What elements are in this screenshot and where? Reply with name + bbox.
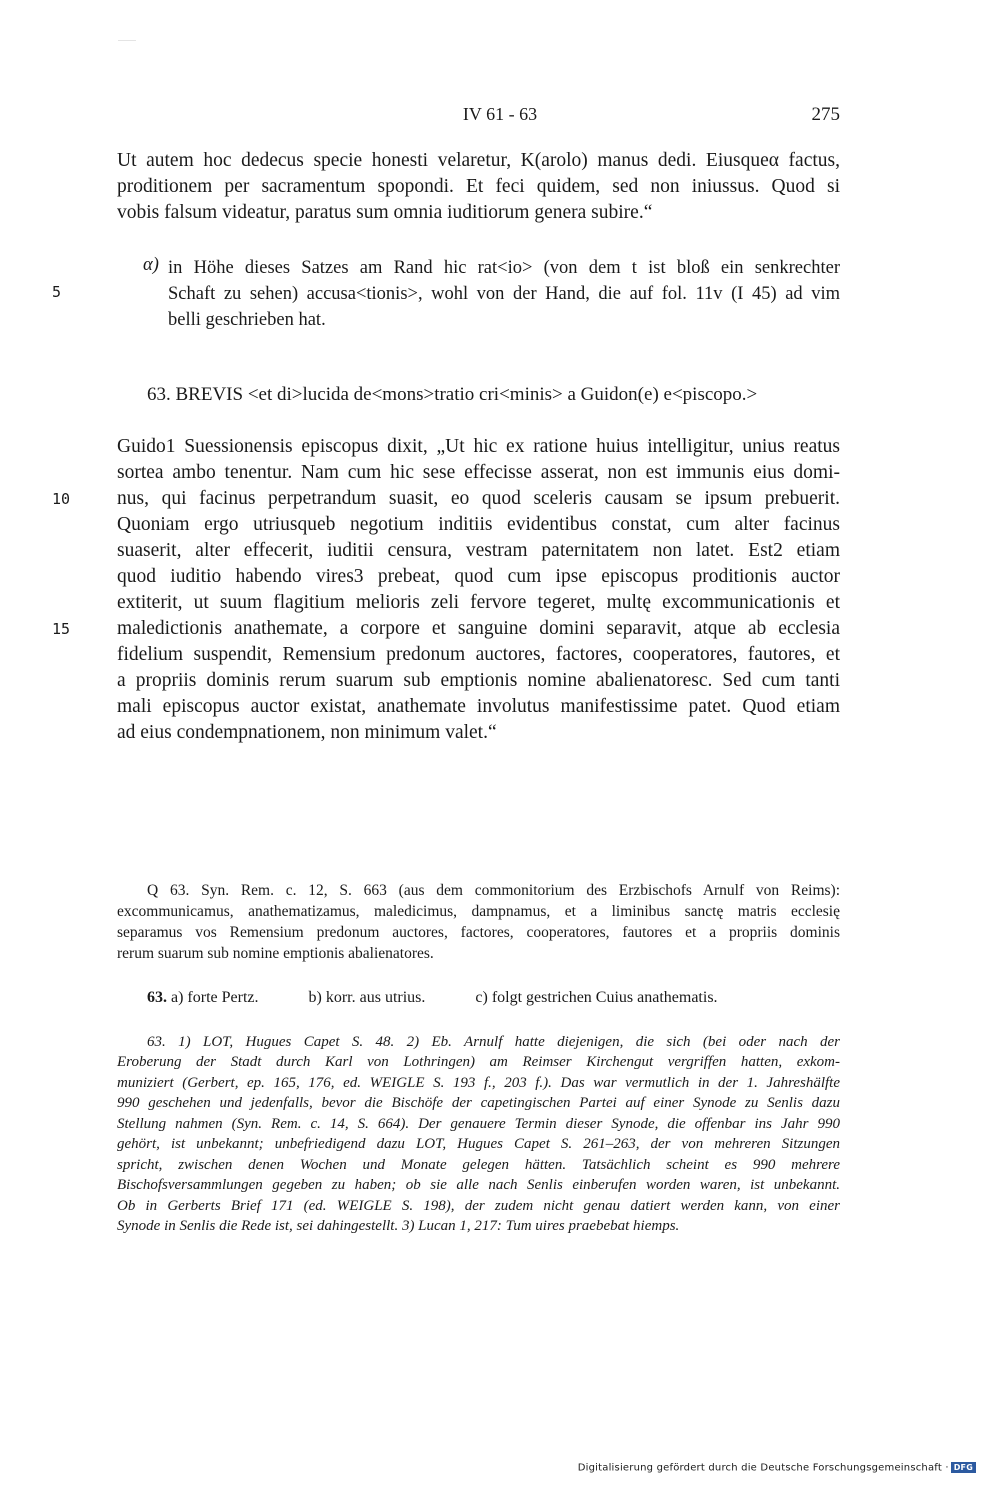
footnote-line: gehört, ist unbekannt; unbefriedigend dazu LOT, Hugues Capet S. 261–263, der von mehreren Sitzungen	[117, 1136, 840, 1152]
main-text-line: fidelium suspendit, Remensium predonum auctores, factores, cooperatores, fautores, et	[117, 644, 840, 665]
line-number: 10	[52, 490, 71, 508]
main-text-line: mali episcopus auctor existat, anathemate involutus manifestissime patet. Quod etiam	[117, 696, 840, 717]
footnote-line: 63. 1) LOT, Hugues Capet S. 48. 2) Eb. Arnulf hatte diejenigen, die sich (bei oder nach der	[147, 1034, 840, 1050]
continuation-line: proditionem per sacramentum spopondi. Et feci quidem, sed non iniussus. Quod si	[117, 176, 840, 197]
section-heading: 63. BREVIS <et di>lucida de<mons>tratio cri<minis> a Guidon(e) e<piscopo.>	[147, 384, 758, 405]
main-text-line: maledictionis anathemate, a corpore et sanguine domini separavit, atque ab ecclesia	[117, 618, 840, 639]
scan-artifact	[118, 40, 136, 41]
footnote-line: Eroberung der Stadt durch Karl von Lothringen) am Reimser Kirchengut vergriffen hatten, exkom-	[117, 1054, 840, 1070]
main-text-line: Guido1 Suessionensis episcopus dixit, „Ut hic ex ratione huius intelligitur, unius reatus	[117, 436, 840, 457]
main-text-line: suaserit, alter effecerit, iuditii censura, vestram paternitatem non latet. Est2 etiam	[117, 540, 840, 561]
alpha-note-line: belli geschrieben hat.	[168, 310, 326, 330]
footnote-line: 990 geschehen und jedenfalls, bevor die Bischöfe der capetingischen Partei auf einer Synode zu Senlis dazu	[117, 1095, 840, 1111]
dfg-logo: DFG	[951, 1462, 976, 1473]
main-text-line: nus, qui facinus perpetrandum suasit, eo quod sceleris causam se ipsum prebuerit.	[117, 488, 840, 509]
textual-apparatus	[147, 989, 718, 1007]
apparatus-label: 63.	[147, 989, 167, 1006]
credit-text: Digitalisierung gefördert durch die Deutsche Forschungsgemeinschaft ·	[577, 1462, 949, 1474]
footnote-line: spricht, zwischen denen Wochen und Monate gelegen hätten. Tatsächlich scheint es 990 mehrere	[117, 1157, 840, 1173]
line-number: 15	[52, 620, 71, 638]
running-header: IV 61 - 63	[462, 104, 538, 124]
footnote-line: muniziert (Gerbert, ep. 165, 176, ed. WEIGLE S. 193 f., 203 f.). Das war vermutlich in der 1. Jahreshälfte	[117, 1075, 840, 1091]
main-text-line: a propriis dominis rerum suarum sub emptionis nomine abalienatoresc. Sed cum tanti	[117, 670, 840, 691]
continuation-line: Ut autem hoc dedecus specie honesti velaretur, K(arolo) manus dedi. Eiusqueα factus,	[117, 150, 840, 171]
footnote-line: Ob in Gerberts Brief 171 (ed. WEIGLE S. 198), der zudem nicht genau datiert werden kann, von einer	[117, 1198, 840, 1214]
line-number: 5	[52, 283, 62, 301]
page-number: 275	[811, 104, 840, 125]
footnote-line: Stellung nahmen (Syn. Rem. c. 14, S. 664). Der genauere Termin dieser Synode, die offenbar ins Jahr 990	[117, 1116, 840, 1132]
alpha-note-line: in Höhe dieses Satzes am Rand hic rat<io> (von dem t ist bloß ein senkrechter	[168, 258, 840, 278]
apparatus-a: a) forte Pertz.	[171, 989, 259, 1006]
continuation-line: vobis falsum videatur, paratus sum omnia iuditiorum genera subire.“	[117, 202, 653, 223]
apparatus-b: b) korr. aus utrius.	[308, 989, 426, 1006]
footnote-line: Bischofsversammlungen gegeben zu haben; ob sie alle nach Senlis einberufen worden waren, ist unbekannt.	[117, 1177, 840, 1193]
apparatus-c: c) folgt gestrichen Cuius anathematis.	[475, 989, 718, 1006]
source-line: excommunicamus, anathematizamus, maledicimus, dampnamus, et a liminibus sanctę matris ecclesię	[117, 903, 840, 920]
main-text-line: Quoniam ergo utriusqueb negotium inditiis evidentibus constat, cum alter facinus	[117, 514, 840, 535]
source-line: Q 63. Syn. Rem. c. 12, S. 663 (aus dem commonitorium des Erzbischofs Arnulf von Reims):	[147, 882, 840, 899]
main-text-line: sortea ambo tenentur. Nam cum hic sese effecisse asserat, non est immunis eius domi-	[117, 462, 840, 483]
source-line: separamus vos Remensium predonum auctores, factores, cooperatores, fautores et a propriis dominis	[117, 924, 840, 941]
footnote-line: Synode in Senlis die Rede ist, sei dahingestellt. 3) Lucan 1, 217: Tum uires praebebat hiemps.	[117, 1218, 680, 1234]
main-text-line: ad eius condempnationem, non minimum valet.“	[117, 722, 497, 743]
main-text-line: extiterit, ut suum flagitium melioris zeli fervore tegeret, multę excommunicationis et	[117, 592, 840, 613]
alpha-marker: α)	[143, 255, 159, 275]
main-text-line: quod iuditio habendo vires3 prebeat, quod cum ipse episcopus proditionis auctor	[117, 566, 840, 587]
alpha-note-line: Schaft zu sehen) accusa<tionis>, wohl von der Hand, die auf fol. 11v (I 45) ad vim	[168, 284, 840, 304]
digitization-credit	[578, 1462, 976, 1474]
source-line: rerum suarum sub nomine emptionis abalienatores.	[117, 945, 434, 962]
